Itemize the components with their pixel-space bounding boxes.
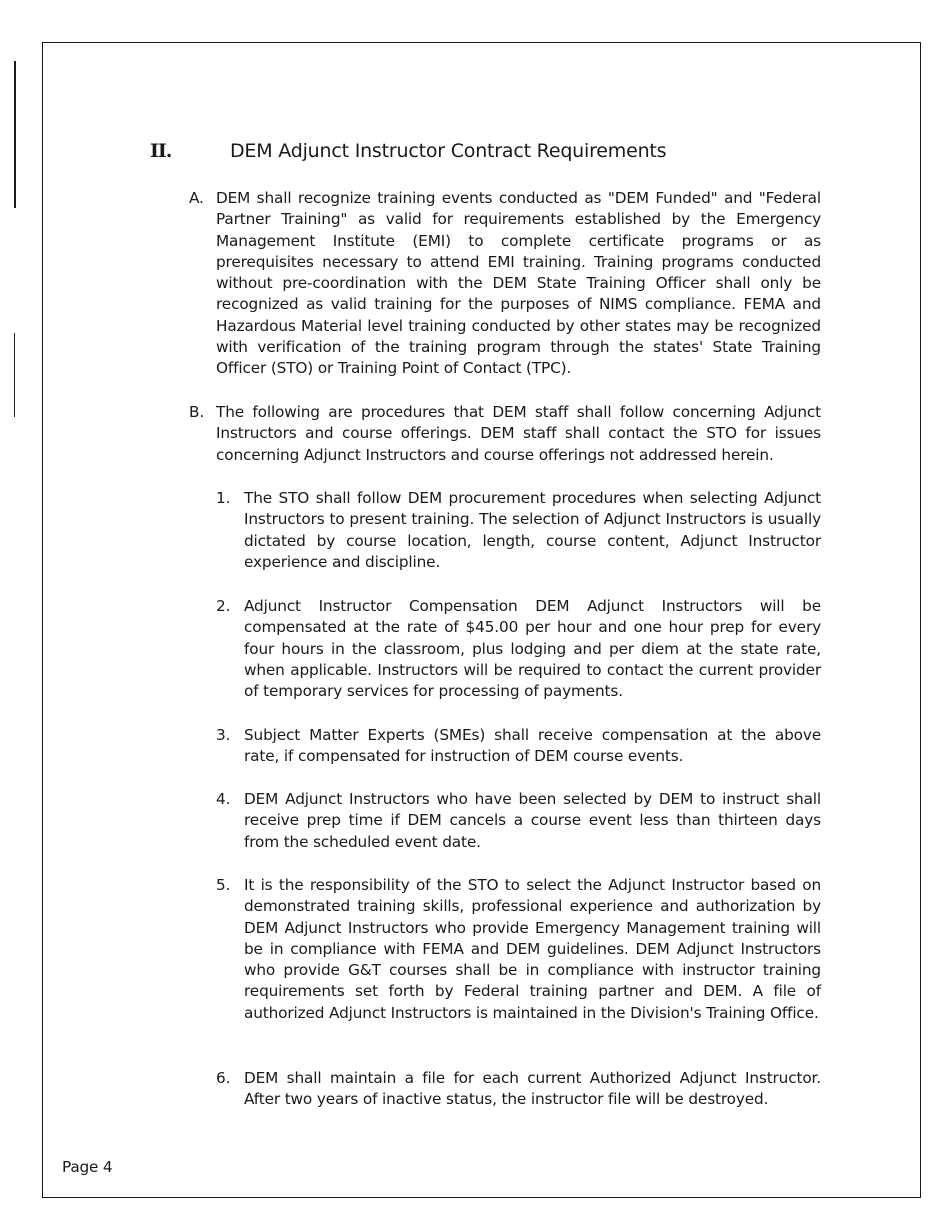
paragraph-text: The following are procedures that DEM staff shall follow concerning Adjunct Instructors and course offerings. DEM staff shall contact the STO for issues concerning Adjunct Instructors and course offerings not addressed herein. bbox=[216, 403, 821, 464]
list-item bbox=[216, 725, 821, 768]
list-item-number: 4. bbox=[216, 790, 231, 808]
paragraph-marker: B. bbox=[189, 403, 205, 421]
list-item-text: DEM shall maintain a file for each current Authorized Adjunct Instructor. After two years of inactive status, the instructor file will be destroyed. bbox=[244, 1069, 821, 1109]
list-item-number: 3. bbox=[216, 726, 231, 744]
paragraph-text: DEM shall recognize training events conducted as "DEM Funded" and "Federal Partner Training" as valid for requirements established by the Emergency Management Institute (EMI) to complete certificate programs or as prerequisites necessary to attend EMI training. Training programs conducted without pre-coordination with the DEM State Training Officer shall only be recognized as valid training for the purposes of NIMS compliance. FEMA and Hazardous Material level training conducted by other states may be recognized with verification of the training program through the states' State Training Officer (STO) or Training Point of Contact (TPC). bbox=[216, 189, 821, 378]
list-item-number: 2. bbox=[216, 597, 231, 615]
paragraph-b bbox=[189, 402, 821, 466]
section-heading bbox=[150, 140, 820, 162]
list-item bbox=[216, 875, 821, 1024]
list-item bbox=[216, 789, 821, 853]
list-item-number: 6. bbox=[216, 1069, 231, 1087]
list-item-text: The STO shall follow DEM procurement procedures when selecting Adjunct Instructors to present training. The selection of Adjunct Instructors is usually dictated by course location, length, course content, Adjunct Instructor experience and discipline. bbox=[244, 489, 821, 571]
page-number: Page 4 bbox=[62, 1158, 113, 1176]
change-bar bbox=[14, 333, 15, 417]
section-numeral: II. bbox=[150, 140, 172, 162]
list-item bbox=[216, 1068, 821, 1111]
paragraph-a bbox=[189, 188, 821, 380]
list-item-number: 5. bbox=[216, 876, 231, 894]
change-bar bbox=[14, 61, 16, 208]
list-item bbox=[216, 596, 821, 702]
list-item-text: DEM Adjunct Instructors who have been selected by DEM to instruct shall receive prep time if DEM cancels a course event less than thirteen days from the scheduled event date. bbox=[244, 790, 821, 851]
section-title: DEM Adjunct Instructor Contract Requirements bbox=[230, 140, 667, 162]
list-item bbox=[216, 488, 821, 573]
list-item-text: Subject Matter Experts (SMEs) shall receive compensation at the above rate, if compensated for instruction of DEM course events. bbox=[244, 726, 821, 766]
list-item-number: 1. bbox=[216, 489, 231, 507]
paragraph-marker: A. bbox=[189, 189, 204, 207]
list-item-text: Adjunct Instructor Compensation DEM Adjunct Instructors will be compensated at the rate of $45.00 per hour and one hour prep for every four hours in the classroom, plus lodging and per diem at the state rate, when applicable. Instructors will be required to contact the current provider of temporary services for processing of payments. bbox=[244, 597, 821, 701]
list-item-text: It is the responsibility of the STO to select the Adjunct Instructor based on demonstrated training skills, professional experience and authorization by DEM Adjunct Instructors who provide Emergency Management training will be in compliance with FEMA and DEM guidelines. DEM Adjunct Instructors who provide G&T courses shall be in compliance with instructor training requirements set forth by Federal training partner and DEM. A file of authorized Adjunct Instructors is maintained in the Division's Training Office. bbox=[244, 876, 821, 1022]
